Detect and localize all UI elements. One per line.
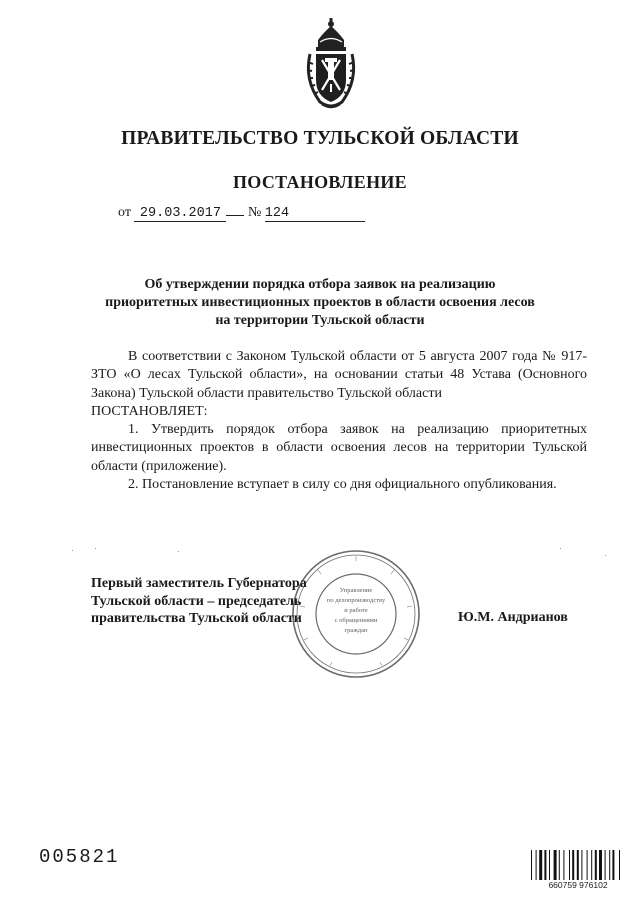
resolution-item-1: 1. Утвердить порядок отбора заявок на реализацию приоритетных инвестиционных проектов в области освоения лесов на территории Тульской области (приложение). — [91, 422, 587, 474]
coat-of-arms-emblem — [300, 18, 362, 110]
stamp-inner-line-4: с обращениями — [334, 617, 378, 624]
document-serial-number: 005821 — [39, 846, 120, 868]
date-prefix: от — [118, 205, 131, 220]
subject-line-2: приоритетных инвестиционных проектов в области освоения лесов — [105, 295, 535, 310]
date-value: 29.03.2017 — [139, 206, 221, 221]
stamp-inner-line-5: граждан — [344, 627, 368, 634]
position-line-2: Тульской области – председатель — [91, 593, 302, 609]
official-stamp — [290, 548, 422, 680]
resolves-keyword: ПОСТАНОВЛЯЕТ: — [91, 403, 208, 419]
government-title: ПРАВИТЕЛЬСТВО ТУЛЬСКОЙ ОБЛАСТИ — [121, 128, 519, 149]
preamble-paragraph: В соответствии с Законом Тульской области от 5 августа 2007 года № 917-ЗТО «О лесах Тульской области», на основании статьи 48 Устава (Основного Закона) Тульской области правительство Тульской области — [91, 349, 587, 401]
position-line-1: Первый заместитель Губернатора — [91, 576, 307, 591]
signatory-position — [91, 575, 307, 628]
resolution-body — [91, 348, 587, 494]
number-value: 124 — [264, 206, 290, 221]
signatory-name: Ю.М. Андрианов — [458, 610, 568, 625]
stamp-inner-line-2: по делопроизводству — [326, 597, 386, 604]
stamp-inner-line-3: и работе — [344, 607, 368, 614]
dateline — [118, 205, 365, 222]
subject-line-1: Об утверждении порядка отбора заявок на реализацию — [144, 277, 496, 292]
resolution-item-2: 2. Постановление вступает в силу со дня официального опубликования. — [128, 477, 557, 493]
stamp-inner-line-1: Управление — [339, 587, 373, 594]
date-underline-tail — [226, 215, 244, 216]
date-field — [134, 205, 226, 222]
number-prefix: № — [247, 205, 262, 220]
number-field — [265, 205, 365, 222]
document-type-title: ПОСТАНОВЛЕНИЕ — [233, 172, 407, 192]
barcode-number: 660759 976102 — [530, 880, 626, 890]
subject-heading — [60, 276, 580, 330]
subject-line-3: на территории Тульской области — [215, 313, 425, 328]
position-line-3: правительства Тульской области — [91, 611, 302, 626]
